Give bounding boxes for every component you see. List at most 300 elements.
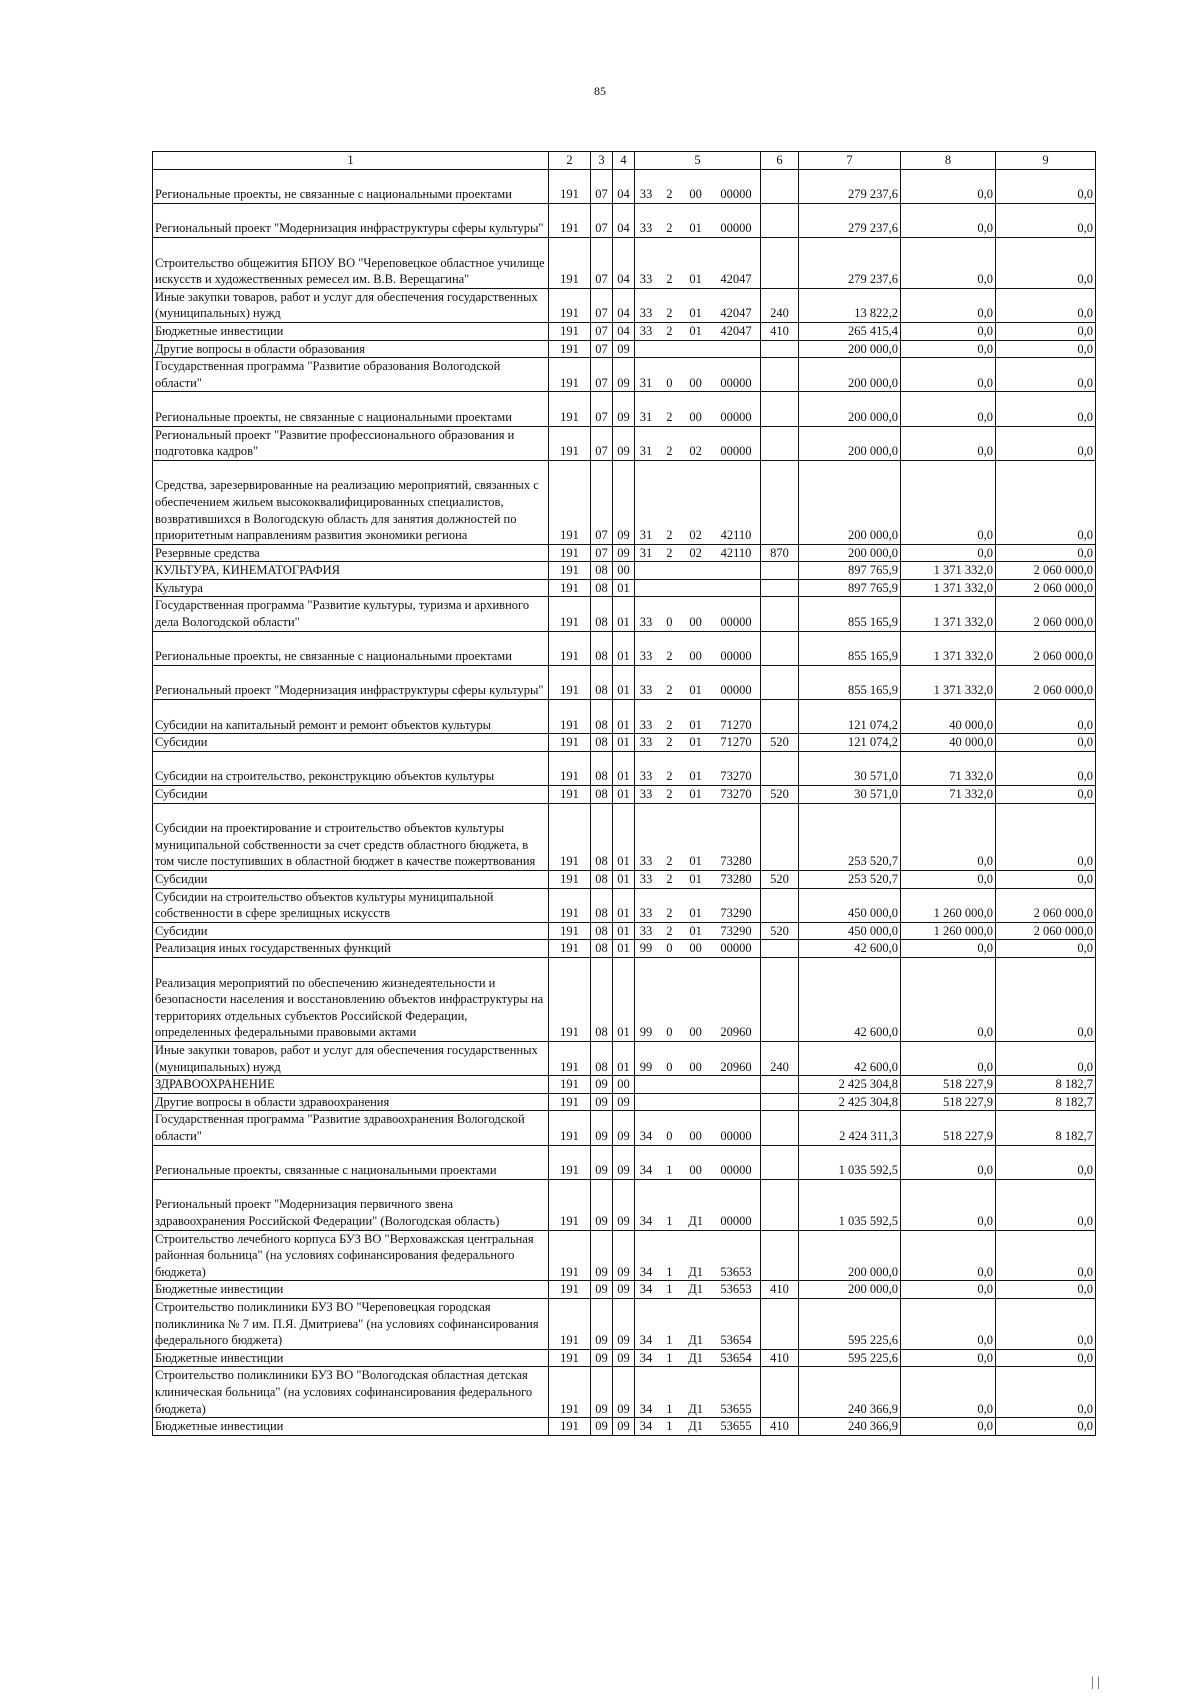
target-article-part-p1: 34: [639, 1213, 653, 1228]
row-subsection-code: 09: [613, 1179, 635, 1230]
target-article-part-p2: 2: [666, 769, 673, 784]
table-row: [153, 579, 1096, 597]
target-article-part-p2: 2: [666, 323, 673, 338]
row-subsection-code: 09: [613, 392, 635, 426]
target-article-part-p1: 33: [639, 787, 653, 802]
row-section-code: 08: [591, 957, 613, 1041]
target-article-part-p3: 00: [689, 1059, 702, 1074]
row-expense-type-code: [761, 169, 799, 203]
row-name-cell: Региональный проект "Модернизация первичного звена здравоохранения Российской Федерации" (Вологодская область): [153, 1179, 549, 1230]
target-article-parts: [635, 648, 760, 665]
row-section-code: 07: [591, 544, 613, 562]
row-amount-year-1: 595 225,6: [799, 1298, 901, 1349]
row-target-article-code: [635, 1418, 761, 1436]
row-section-code: 09: [591, 1367, 613, 1418]
row-expense-type-code: 520: [761, 734, 799, 752]
table-row: [153, 871, 1096, 889]
row-section-code: 07: [591, 460, 613, 544]
target-article-part-p2: 1: [666, 1333, 673, 1348]
table-row: [153, 392, 1096, 426]
row-section-code: 09: [591, 1349, 613, 1367]
target-article-part-p3: 02: [689, 528, 702, 543]
row-amount-year-3: 0,0: [996, 1145, 1096, 1179]
row-amount-year-3: 2 060 000,0: [996, 631, 1096, 665]
row-amount-year-3: 0,0: [996, 169, 1096, 203]
target-article-part-p1: 31: [639, 444, 653, 459]
row-expense-type-code: [761, 631, 799, 665]
row-expense-type-code: [761, 1179, 799, 1230]
row-expense-type-code: [761, 1145, 799, 1179]
target-article-parts: [635, 768, 760, 785]
row-name-cell: Бюджетные инвестиции: [153, 1281, 549, 1299]
target-article-part-p4: 00000: [720, 615, 752, 630]
table-row: [153, 786, 1096, 804]
row-amount-year-2: 518 227,9: [901, 1076, 996, 1094]
target-article-parts: [635, 1264, 760, 1281]
row-amount-year-2: 518 227,9: [901, 1111, 996, 1145]
row-ministry-code: 191: [549, 940, 591, 958]
target-article-part-p1: 33: [639, 306, 653, 321]
target-article-parts: [635, 1418, 760, 1435]
table-row: [153, 803, 1096, 870]
row-amount-year-3: 0,0: [996, 940, 1096, 958]
row-amount-year-3: 0,0: [996, 1367, 1096, 1418]
row-name-cell: Строительство лечебного корпуса БУЗ ВО "Верховажская центральная районная больница" (на условиях софинансирования федерального бюджета): [153, 1230, 549, 1281]
row-expense-type-code: [761, 237, 799, 288]
row-subsection-code: 01: [613, 871, 635, 889]
row-target-article-code: [635, 1145, 761, 1179]
target-article-part-p1: 33: [639, 187, 653, 202]
target-article-part-p1: 34: [639, 1401, 653, 1416]
row-target-article-code: [635, 922, 761, 940]
table-row: [153, 940, 1096, 958]
row-name-cell: Другие вопросы в области здравоохранения: [153, 1093, 549, 1111]
row-amount-year-3: 0,0: [996, 1041, 1096, 1075]
target-article-part-p1: 34: [639, 1264, 653, 1279]
table-row: [153, 340, 1096, 358]
target-article-parts: [635, 786, 760, 803]
row-expense-type-code: [761, 940, 799, 958]
target-article-part-p3: 01: [689, 854, 702, 869]
target-article-parts: [635, 271, 760, 288]
row-amount-year-3: 2 060 000,0: [996, 922, 1096, 940]
target-article-part-p4: 53655: [720, 1419, 752, 1434]
target-article-part-p1: 31: [639, 409, 653, 424]
target-article-part-p2: 1: [666, 1282, 673, 1297]
row-subsection-code: 01: [613, 631, 635, 665]
target-article-part-p2: 1: [666, 1401, 673, 1416]
table-row: [153, 957, 1096, 1041]
target-article-parts: [635, 1401, 760, 1418]
header-col-2: 2: [549, 152, 591, 170]
row-amount-year-1: 279 237,6: [799, 203, 901, 237]
row-amount-year-3: 0,0: [996, 392, 1096, 426]
target-article-part-p3: 01: [689, 221, 702, 236]
row-target-article-code: [635, 734, 761, 752]
row-target-article-code: [635, 1041, 761, 1075]
row-expense-type-code: 520: [761, 871, 799, 889]
target-article-parts: [635, 1128, 760, 1145]
target-article-part-p3: 01: [689, 717, 702, 732]
table-row: [153, 1281, 1096, 1299]
row-subsection-code: 09: [613, 1111, 635, 1145]
target-article-part-p1: 31: [639, 528, 653, 543]
row-target-article-code: [635, 544, 761, 562]
target-article-part-p1: 34: [639, 1163, 653, 1178]
row-amount-year-3: 0,0: [996, 426, 1096, 460]
target-article-part-p3: Д1: [688, 1282, 704, 1297]
target-article-part-p2: 2: [666, 649, 673, 664]
row-amount-year-2: 71 332,0: [901, 786, 996, 804]
table-row: [153, 751, 1096, 785]
row-subsection-code: 01: [613, 786, 635, 804]
row-amount-year-2: 0,0: [901, 426, 996, 460]
target-article-part-p2: 1: [666, 1163, 673, 1178]
row-amount-year-3: 0,0: [996, 1418, 1096, 1436]
row-subsection-code: 01: [613, 579, 635, 597]
target-article-part-p3: 01: [689, 683, 702, 698]
table-row: [153, 203, 1096, 237]
target-article-part-p4: 00000: [720, 1128, 752, 1143]
row-amount-year-2: 0,0: [901, 940, 996, 958]
row-section-code: 09: [591, 1281, 613, 1299]
row-expense-type-code: 240: [761, 288, 799, 322]
target-article-part-p3: 01: [689, 306, 702, 321]
target-article-part-p1: 33: [639, 615, 653, 630]
row-amount-year-1: 42 600,0: [799, 957, 901, 1041]
row-section-code: 07: [591, 426, 613, 460]
target-article-part-p1: 33: [639, 769, 653, 784]
row-subsection-code: 04: [613, 203, 635, 237]
row-amount-year-2: 1 371 332,0: [901, 665, 996, 699]
row-amount-year-2: 0,0: [901, 237, 996, 288]
target-article-part-p2: 2: [666, 187, 673, 202]
row-amount-year-3: 0,0: [996, 803, 1096, 870]
row-expense-type-code: 410: [761, 1418, 799, 1436]
row-amount-year-3: 2 060 000,0: [996, 888, 1096, 922]
row-amount-year-1: 450 000,0: [799, 888, 901, 922]
row-ministry-code: 191: [549, 734, 591, 752]
row-amount-year-2: 0,0: [901, 803, 996, 870]
table-row: [153, 1093, 1096, 1111]
row-expense-type-code: [761, 1298, 799, 1349]
table-row: [153, 1111, 1096, 1145]
row-section-code: 07: [591, 237, 613, 288]
row-ministry-code: 191: [549, 871, 591, 889]
row-amount-year-1: 855 165,9: [799, 597, 901, 631]
row-amount-year-3: 8 182,7: [996, 1093, 1096, 1111]
target-article-part-p4: 53654: [720, 1350, 752, 1365]
target-article-part-p4: 00000: [720, 444, 752, 459]
target-article-part-p4: 71270: [720, 717, 752, 732]
row-name-cell: Другие вопросы в области образования: [153, 340, 549, 358]
target-article-part-p2: 2: [666, 717, 673, 732]
row-expense-type-code: [761, 460, 799, 544]
target-article-part-p3: 00: [689, 409, 702, 424]
row-amount-year-1: 1 035 592,5: [799, 1145, 901, 1179]
row-amount-year-3: 0,0: [996, 871, 1096, 889]
row-ministry-code: 191: [549, 392, 591, 426]
row-expense-type-code: [761, 579, 799, 597]
row-ministry-code: 191: [549, 888, 591, 922]
row-ministry-code: 191: [549, 1230, 591, 1281]
target-article-part-p1: 99: [639, 1025, 653, 1040]
row-target-article-code: [635, 392, 761, 426]
row-amount-year-2: 0,0: [901, 358, 996, 392]
target-article-part-p3: 01: [689, 769, 702, 784]
row-section-code: 08: [591, 803, 613, 870]
table-row: [153, 358, 1096, 392]
row-expense-type-code: [761, 392, 799, 426]
row-section-code: 08: [591, 631, 613, 665]
table-row: [153, 1041, 1096, 1075]
target-article-part-p2: 2: [666, 906, 673, 921]
row-ministry-code: 191: [549, 1093, 591, 1111]
row-amount-year-1: 2 424 311,3: [799, 1111, 901, 1145]
row-name-cell: Субсидии на строительство, реконструкцию объектов культуры: [153, 751, 549, 785]
table-row: [153, 1367, 1096, 1418]
target-article-part-p2: 2: [666, 923, 673, 938]
row-amount-year-1: 279 237,6: [799, 237, 901, 288]
target-article-part-p2: 2: [666, 409, 673, 424]
target-article-part-p2: 2: [666, 787, 673, 802]
row-amount-year-1: 30 571,0: [799, 751, 901, 785]
row-amount-year-3: 0,0: [996, 288, 1096, 322]
row-section-code: 08: [591, 1041, 613, 1075]
target-article-part-p2: 0: [666, 1128, 673, 1143]
row-section-code: 08: [591, 562, 613, 580]
row-name-cell: Бюджетные инвестиции: [153, 1349, 549, 1367]
row-amount-year-2: 0,0: [901, 1041, 996, 1075]
row-amount-year-3: 0,0: [996, 957, 1096, 1041]
row-target-article-code: [635, 940, 761, 958]
row-ministry-code: 191: [549, 751, 591, 785]
row-subsection-code: 00: [613, 1076, 635, 1094]
row-expense-type-code: [761, 751, 799, 785]
target-article-part-p4: 00000: [720, 941, 752, 956]
target-article-part-p3: Д1: [688, 1333, 704, 1348]
target-article-part-p3: 02: [689, 545, 702, 560]
target-article-parts: [635, 905, 760, 922]
table-row: [153, 1230, 1096, 1281]
target-article-part-p3: 00: [689, 1128, 702, 1143]
row-target-article-code: [635, 237, 761, 288]
row-subsection-code: 09: [613, 426, 635, 460]
row-name-cell: Субсидии на строительство объектов культуры муниципальной собственности в сфере зрелищных искусств: [153, 888, 549, 922]
row-amount-year-3: 0,0: [996, 322, 1096, 340]
target-article-part-p3: 02: [689, 444, 702, 459]
row-expense-type-code: [761, 358, 799, 392]
target-article-part-p3: 01: [689, 735, 702, 750]
row-target-article-code: [635, 700, 761, 734]
target-article-part-p4: 73290: [720, 923, 752, 938]
row-target-article-code: [635, 786, 761, 804]
target-article-part-p4: 42047: [720, 272, 752, 287]
row-name-cell: Культура: [153, 579, 549, 597]
row-amount-year-3: 0,0: [996, 700, 1096, 734]
row-section-code: 09: [591, 1076, 613, 1094]
row-subsection-code: 04: [613, 288, 635, 322]
target-article-part-p2: 2: [666, 272, 673, 287]
row-amount-year-1: 2 425 304,8: [799, 1093, 901, 1111]
row-target-article-code: [635, 322, 761, 340]
row-ministry-code: 191: [549, 597, 591, 631]
row-amount-year-1: 240 366,9: [799, 1418, 901, 1436]
row-name-cell: Региональные проекты, не связанные с национальными проектами: [153, 631, 549, 665]
target-article-part-p3: 00: [689, 615, 702, 630]
target-article-parts: [635, 940, 760, 957]
target-article-part-p4: 53653: [720, 1264, 752, 1279]
row-target-article-code: [635, 751, 761, 785]
row-section-code: 09: [591, 1418, 613, 1436]
target-article-part-p1: 33: [639, 272, 653, 287]
row-name-cell: Региональные проекты, связанные с национальными проектами: [153, 1145, 549, 1179]
row-amount-year-2: 0,0: [901, 203, 996, 237]
row-section-code: 07: [591, 288, 613, 322]
row-expense-type-code: 520: [761, 786, 799, 804]
target-article-parts: [635, 853, 760, 870]
row-amount-year-3: 0,0: [996, 1349, 1096, 1367]
row-amount-year-2: 0,0: [901, 392, 996, 426]
row-amount-year-1: 200 000,0: [799, 1281, 901, 1299]
row-amount-year-2: 40 000,0: [901, 734, 996, 752]
table-row: [153, 169, 1096, 203]
target-article-part-p2: 0: [666, 615, 673, 630]
target-article-part-p3: 00: [689, 187, 702, 202]
row-ministry-code: 191: [549, 665, 591, 699]
row-amount-year-1: 200 000,0: [799, 460, 901, 544]
row-amount-year-1: 42 600,0: [799, 1041, 901, 1075]
row-amount-year-3: 0,0: [996, 358, 1096, 392]
target-article-part-p1: 33: [639, 906, 653, 921]
row-expense-type-code: 410: [761, 322, 799, 340]
target-article-part-p4: 73280: [720, 854, 752, 869]
row-amount-year-1: 1 035 592,5: [799, 1179, 901, 1230]
row-section-code: 08: [591, 579, 613, 597]
target-article-part-p4: 00000: [720, 1163, 752, 1178]
row-section-code: 07: [591, 203, 613, 237]
row-ministry-code: 191: [549, 562, 591, 580]
row-amount-year-1: 253 520,7: [799, 803, 901, 870]
row-amount-year-3: 0,0: [996, 340, 1096, 358]
row-ministry-code: 191: [549, 288, 591, 322]
table-row: [153, 1349, 1096, 1367]
row-amount-year-2: 0,0: [901, 1281, 996, 1299]
row-amount-year-1: 855 165,9: [799, 665, 901, 699]
row-name-cell: Государственная программа "Развитие здравоохранения Вологодской области": [153, 1111, 549, 1145]
row-name-cell: Субсидии: [153, 786, 549, 804]
target-article-part-p2: 1: [666, 1350, 673, 1365]
table-row: [153, 665, 1096, 699]
target-article-part-p4: 53655: [720, 1401, 752, 1416]
row-subsection-code: 09: [613, 1093, 635, 1111]
row-expense-type-code: [761, 426, 799, 460]
budget-table: [152, 151, 1096, 1436]
row-expense-type-code: [761, 597, 799, 631]
row-name-cell: Субсидии: [153, 922, 549, 940]
target-article-parts: [635, 1213, 760, 1230]
row-amount-year-3: 0,0: [996, 1298, 1096, 1349]
row-amount-year-3: 8 182,7: [996, 1076, 1096, 1094]
row-target-article-code: [635, 1298, 761, 1349]
row-amount-year-1: 595 225,6: [799, 1349, 901, 1367]
row-expense-type-code: 870: [761, 544, 799, 562]
target-article-parts: [635, 443, 760, 460]
row-name-cell: Строительство общежития БПОУ ВО "Череповецкое областное училище искусств и художественных ремесел им. В.В. Верещагина": [153, 237, 549, 288]
row-subsection-code: 09: [613, 1145, 635, 1179]
row-amount-year-1: 200 000,0: [799, 544, 901, 562]
target-article-part-p3: 01: [689, 872, 702, 886]
row-expense-type-code: [761, 1367, 799, 1418]
row-subsection-code: 09: [613, 1418, 635, 1436]
row-ministry-code: 191: [549, 1111, 591, 1145]
row-name-cell: Субсидии на проектирование и строительство объектов культуры муниципальной собственности за счет средств областного бюджета, в том числе поступивших в областной бюджет в качестве пожертвования: [153, 803, 549, 870]
target-article-parts: [635, 1281, 760, 1298]
row-amount-year-2: 518 227,9: [901, 1093, 996, 1111]
target-article-part-p4: 73270: [720, 769, 752, 784]
row-expense-type-code: [761, 203, 799, 237]
row-subsection-code: 09: [613, 1349, 635, 1367]
target-article-part-p3: 00: [689, 1163, 702, 1178]
target-article-part-p2: 0: [666, 375, 673, 390]
row-amount-year-2: 0,0: [901, 871, 996, 889]
target-article-part-p1: 33: [639, 923, 653, 938]
row-ministry-code: 191: [549, 460, 591, 544]
row-amount-year-2: 0,0: [901, 169, 996, 203]
row-amount-year-1: 200 000,0: [799, 426, 901, 460]
row-ministry-code: 191: [549, 1179, 591, 1230]
target-article-part-p4: 42110: [720, 545, 752, 560]
row-target-article-code: [635, 288, 761, 322]
target-article-part-p3: 01: [689, 787, 702, 802]
row-target-article-code: [635, 631, 761, 665]
target-article-part-p3: Д1: [688, 1213, 704, 1228]
row-subsection-code: 01: [613, 888, 635, 922]
target-article-part-p3: 01: [689, 272, 702, 287]
target-article-parts: [635, 1059, 760, 1076]
row-amount-year-2: 1 260 000,0: [901, 888, 996, 922]
target-article-part-p2: 2: [666, 306, 673, 321]
target-article-parts: [635, 545, 760, 562]
target-article-part-p4: 00000: [720, 187, 752, 202]
row-amount-year-2: 0,0: [901, 957, 996, 1041]
row-amount-year-3: 0,0: [996, 751, 1096, 785]
row-expense-type-code: [761, 957, 799, 1041]
target-article-part-p3: 01: [689, 906, 702, 921]
row-amount-year-3: 2 060 000,0: [996, 579, 1096, 597]
row-name-cell: Региональные проекты, не связанные с национальными проектами: [153, 392, 549, 426]
row-target-article-code: [635, 579, 761, 597]
target-article-part-p4: 20960: [720, 1025, 752, 1040]
target-article-part-p2: 2: [666, 735, 673, 750]
row-subsection-code: 01: [613, 751, 635, 785]
row-target-article-code: [635, 888, 761, 922]
row-name-cell: Государственная программа "Развитие образования Вологодской области": [153, 358, 549, 392]
row-amount-year-2: 1 371 332,0: [901, 579, 996, 597]
row-expense-type-code: [761, 888, 799, 922]
row-target-article-code: [635, 1093, 761, 1111]
target-article-part-p2: 2: [666, 683, 673, 698]
target-article-part-p1: 33: [639, 735, 653, 750]
row-subsection-code: 01: [613, 734, 635, 752]
target-article-part-p4: 53654: [720, 1333, 752, 1348]
table-row: [153, 1298, 1096, 1349]
target-article-part-p1: 34: [639, 1333, 653, 1348]
row-expense-type-code: [761, 1111, 799, 1145]
row-subsection-code: 01: [613, 803, 635, 870]
target-article-part-p1: 34: [639, 1128, 653, 1143]
row-subsection-code: 01: [613, 665, 635, 699]
